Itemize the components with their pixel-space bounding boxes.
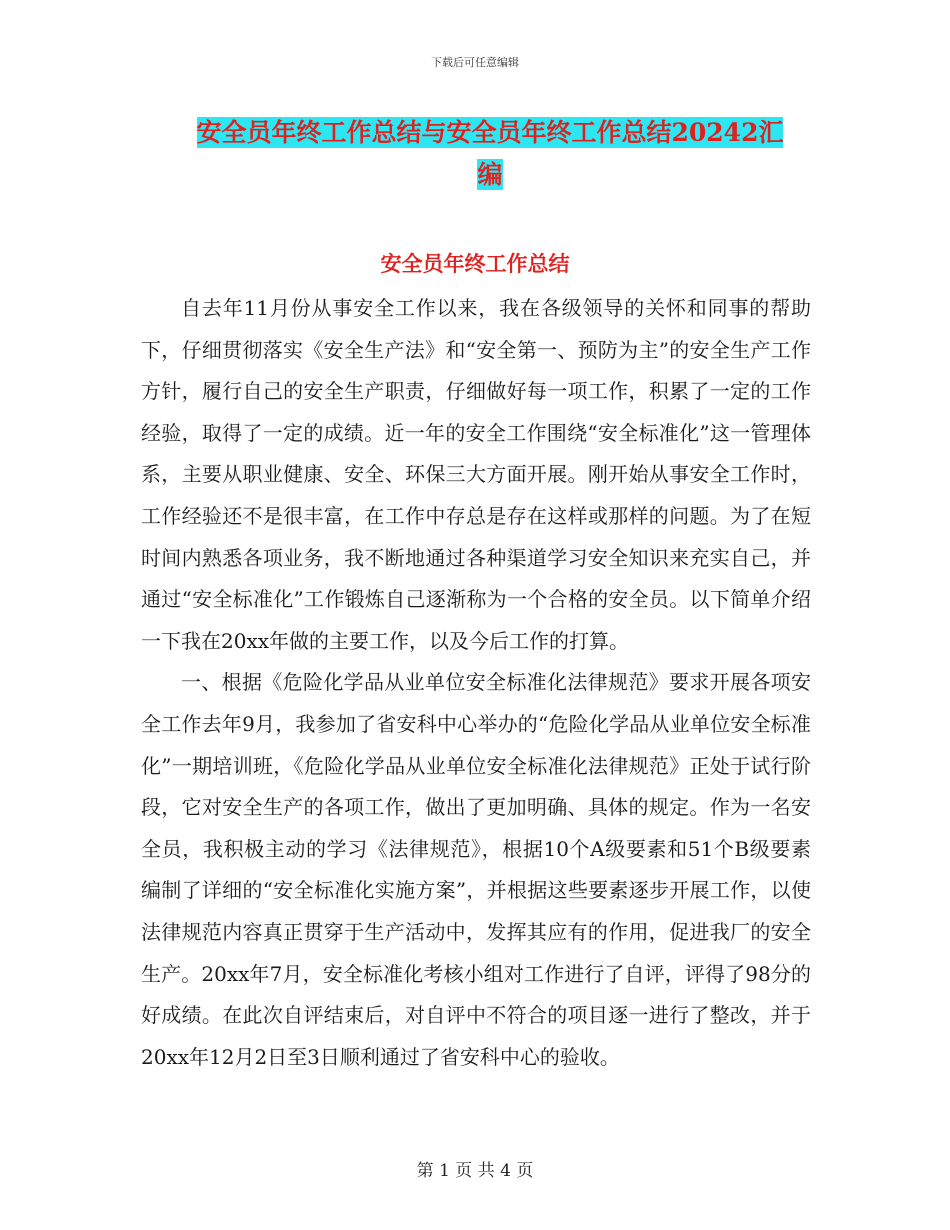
document-title-line-2: 编 xyxy=(477,160,503,189)
paragraph-2: 一、根据《危险化学品从业单位安全标准化法律规范》要求开展各项安全工作去年9月，我参加了省安科中心举办的“危险化学品从业单位安全标准化”一期培训班，《危险化学品从业单位安全标准化法律规范》正处于试行阶段，它对安全生产的各项工作，做出了更加明确、具体的规定。作为一名安全员，我积极主动的学习《法律规范》，根据10个A级要素和51个B级要素编制了详细的“安全标准化实施方案”，并根据这些要素逐步开展工作，以使法律规范内容真正贯穿于生产活动中，发挥其应有的作用，促进我厂的安全生产。20xx年7月，安全标准化考核小组对工作进行了自评，评得了98分的好成绩。在此次自评结束后，对自评中不符合的项目逐一进行了整改，并于20xx年12月2日至3日顺利通过了省安科中心的验收。 xyxy=(141,670,811,1069)
body-text xyxy=(141,288,811,1078)
document-title-line-1: 安全员年终工作总结与安全员年终工作总结20242汇 xyxy=(196,118,784,147)
document-title xyxy=(150,112,830,196)
paragraph-1: 自去年11月份从事安全工作以来，我在各级领导的关怀和同事的帮助下，仔细贯彻落实《安全生产法》和“安全第一、预防为主”的安全生产工作方针，履行自己的安全生产职责，仔细做好每一项工作，积累了一定的工作经验，取得了一定的成绩。近一年的安全工作围绕“安全标准化”这一管理体系，主要从职业健康、安全、环保三大方面开展。刚开始从事安全工作时，工作经验还不是很丰富，在工作中存总是存在这样或那样的问题。为了在短时间内熟悉各项业务，我不断地通过各种渠道学习安全知识来充实自己，并通过“安全标准化”工作锻炼自己逐渐称为一个合格的安全员。以下简单介绍一下我在20xx年做的主要工作，以及今后工作的打算。 xyxy=(141,296,811,653)
page-number: 第 1 页 共 4 页 xyxy=(416,1161,534,1181)
header-note: 下载后可任意编辑 xyxy=(431,56,519,69)
section-title: 安全员年终工作总结 xyxy=(380,251,570,276)
